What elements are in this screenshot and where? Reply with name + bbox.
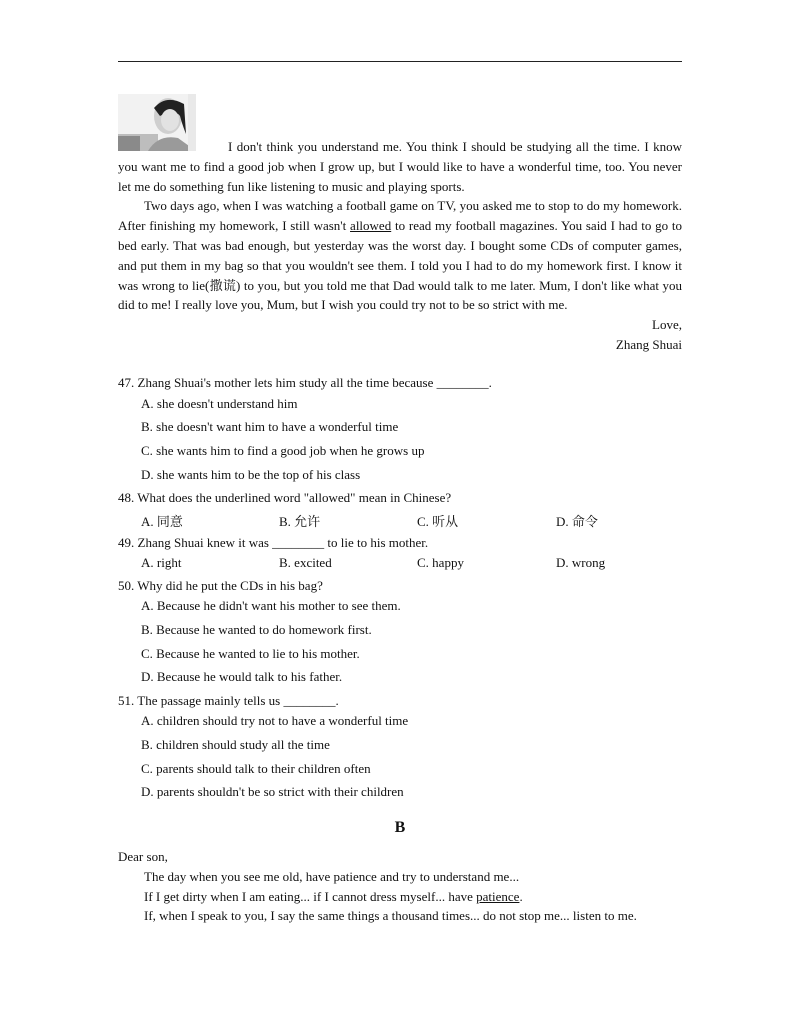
letter-closing: Love,: [652, 317, 682, 333]
question-47-option-d: D. she wants him to be the top of his class: [141, 467, 361, 482]
question-48-option-b: B. 允许: [279, 514, 321, 529]
passage-a: [118, 137, 682, 355]
question-48-option-d: D. 命令: [556, 514, 598, 529]
question-49: 49. Zhang Shuai knew it was ________ to lie to his mother.: [118, 535, 429, 550]
question-51-option-b: B. children should study all the time: [141, 737, 330, 752]
underlined-word-patience: patience: [476, 888, 520, 904]
question-49-option-d: D. wrong: [556, 555, 606, 570]
paragraph-2-text-after: to read my football magazines. You said I had to go to bed early. That was bad enough, but yesterday was the worst day. I bought some CDs of computer games, and put them in my bag so that you wouldn't see them. I told you I had to do my homework first. I know it was wrong to lie(撒谎) to you, but you told me that Dad would talk to me later. Mum, I don't like what you did to me! I really love you, Mum, but I wish you could try not to be so strict with me.: [118, 218, 682, 313]
question-48: 48. What does the underlined word "allowed" mean in Chinese?: [118, 490, 452, 505]
question-50-option-b: B. Because he wanted to do homework first.: [141, 622, 372, 637]
question-51: 51. The passage mainly tells us ________.: [118, 693, 339, 708]
letter-signature: Zhang Shuai: [615, 336, 682, 352]
question-51-option-d: D. parents shouldn't be so strict with their children: [141, 784, 404, 799]
section-b-heading: B: [394, 819, 406, 836]
question-48-option-c: C. 听从: [417, 514, 459, 529]
passage-paragraph-1: I don't think you understand me. You think I should be studying all the time. I know you want me to find a good job when I grow up, but I would like to have a wonderful time, too. You never let me do something fun like listening to music and playing sports.: [118, 139, 682, 194]
passage-paragraph-2: [118, 196, 682, 315]
question-50-option-c: C. Because he wanted to lie to his mother.: [141, 646, 360, 661]
question-51-option-a: A. children should try not to have a wonderful time: [141, 713, 409, 728]
underlined-word-allowed: allowed: [350, 218, 392, 234]
question-47-option-a: A. she doesn't understand him: [141, 396, 298, 411]
question-47-option-c: C. she wants him to find a good job when he grows up: [141, 443, 425, 458]
section-b-letter: [118, 849, 682, 928]
line-2-text-before: If I get dirty when I am eating... if I cannot dress myself... have: [144, 888, 477, 904]
question-50-option-a: A. Because he didn't want his mother to see them.: [141, 598, 401, 613]
question-49-option-b: B. excited: [279, 555, 332, 570]
question-50: 50. Why did he put the CDs in his bag?: [118, 578, 323, 593]
question-49-option-c: C. happy: [417, 555, 464, 570]
header-rule: [118, 61, 682, 62]
question-48-option-a: A. 同意: [141, 514, 183, 529]
letter-line-3: If, when I speak to you, I say the same things a thousand times... do not stop me... listen to me.: [144, 908, 637, 924]
question-49-option-a: A. right: [141, 555, 182, 570]
question-47-option-b: B. she doesn't want him to have a wonderful time: [141, 419, 399, 434]
letter-line-1: The day when you see me old, have patience and try to understand me...: [144, 868, 520, 884]
question-51-option-c: C. parents should talk to their children often: [141, 761, 371, 776]
letter-salutation: Dear son,: [118, 849, 168, 864]
line-2-text-after: .: [519, 888, 523, 904]
letter-line-2: [118, 889, 682, 909]
paragraph-2-text-before: Two days ago, when I was watching a football game on TV, you asked me to stop to do my homework. After finishing my homework, I still wasn't: [118, 198, 682, 234]
question-47: 47. Zhang Shuai's mother lets him study all the time because ________.: [118, 375, 492, 390]
question-50-option-d: D. Because he would talk to his father.: [141, 669, 343, 684]
